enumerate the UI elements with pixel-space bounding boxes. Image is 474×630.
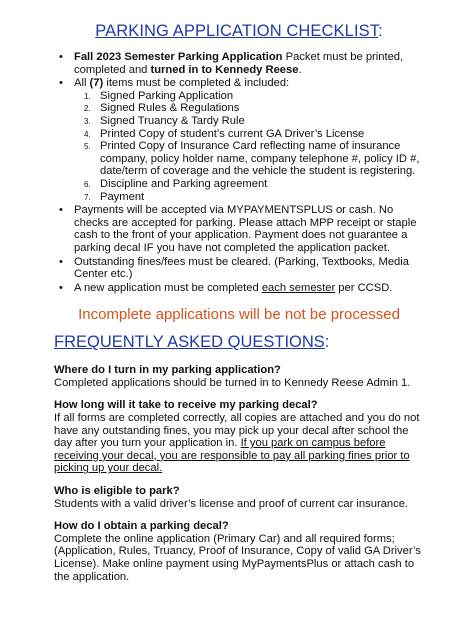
required-item	[84, 89, 422, 103]
required-item	[84, 140, 422, 178]
item-text: Signed Truancy & Tardy Rule	[100, 114, 245, 127]
required-item	[84, 177, 422, 191]
faq-item-obtain-decal	[54, 520, 422, 583]
faq-answer: Complete the online application (Primary Car) and all required forms; (Application, Rules, Truancy, Proof of Insurance, Copy of valid GA Driver’s License). Make online payment using MyPaymentsPlus or attach cash to the application.	[54, 532, 421, 583]
packet-text: Packet must be printed, completed and	[74, 51, 404, 76]
faq-item-decal-time	[54, 399, 422, 475]
required-item	[84, 127, 422, 141]
item-text: Discipline and Parking agreement	[100, 177, 268, 190]
incomplete-notice: Incomplete applications will be not be processed	[78, 306, 400, 324]
item-number: 7.	[84, 192, 91, 202]
faq-title-text: FREQUENTLY ASKED QUESTIONS	[54, 333, 325, 352]
checklist-item-fines	[56, 256, 422, 281]
required-items	[74, 90, 422, 203]
checklist-item-new-application	[56, 282, 422, 295]
checklist-item-packet	[56, 51, 422, 76]
required-end: items must be completed & included:	[103, 77, 290, 90]
new-app-end: per CCSD.	[335, 281, 393, 294]
payment-text: Payments will be accepted via MYPAYMENTSPLUS or cash. No checks are accepted for parking. Please attach MPP receipt or staple cash to the front of your application. Payment does not guarantee a parking decal IF you have not completed the application packet.	[74, 204, 417, 254]
faq-question: How long will it take to receive my parking decal?	[54, 399, 318, 412]
faq-answer-text: If all forms are completed correctly, all copies are attached and you do not have any outstanding fines, you may pick up your decal after school the day after you turn your application in.	[54, 412, 420, 450]
item-number: 3.	[84, 116, 91, 126]
item-number: 1.	[84, 91, 91, 101]
fines-text: Outstanding fines/fees must be cleared. (Parking, Textbooks, Media Center etc.)	[74, 255, 409, 281]
faq-title	[54, 333, 422, 352]
checklist-title-text: PARKING APPLICATION CHECKLIST	[95, 22, 379, 40]
packet-recipient: turned in to Kennedy Reese	[150, 63, 299, 76]
faq-title-colon: :	[324, 333, 330, 352]
item-text: Printed Copy of Insurance Card reflecting name of insurance company, policy holder name, company telephone #, policy ID #, date/term of coverage and the vehicle the student is registering.	[100, 140, 420, 178]
new-app-semester: each semester	[261, 281, 336, 294]
item-text: Printed Copy of student’s current GA Driver’s License	[100, 127, 365, 140]
item-number: 2.	[84, 104, 91, 114]
required-item	[84, 114, 422, 128]
checklist-list	[56, 51, 422, 294]
checklist-item-required	[56, 77, 422, 203]
faq-answer-warning: If you park on campus before receiving your decal, you are responsible to pay all parking fines prior to picking up your decal.	[54, 437, 410, 475]
faq-answer: Students with a valid driver’s license and proof of current car insurance.	[54, 497, 409, 510]
item-text: Payment	[100, 190, 145, 203]
faq-item-turn-in	[54, 364, 422, 389]
item-text: Signed Parking Application	[100, 89, 234, 102]
faq-question: Where do I turn in my parking application?	[54, 364, 281, 377]
item-number: 4.	[84, 129, 91, 139]
packet-bold: Fall 2023 Semester Parking Application	[74, 51, 283, 63]
new-app-start: A new application must be completed	[74, 281, 262, 294]
faq-item-eligibility	[54, 485, 422, 510]
item-number: 5.	[84, 142, 91, 152]
faq-answer	[54, 412, 422, 475]
required-start: All	[74, 77, 90, 90]
item-text: Signed Rules & Regulations	[100, 102, 240, 115]
packet-end: .	[298, 63, 302, 76]
checklist-title-colon: :	[378, 22, 383, 40]
checklist-item-payment	[56, 204, 422, 254]
required-count: (7)	[89, 77, 104, 90]
item-number: 6.	[84, 179, 91, 189]
faq-question: Who is eligible to park?	[54, 485, 180, 498]
required-item	[84, 190, 422, 204]
required-item	[84, 102, 422, 115]
faq-answer: Completed applications should be turned in to Kennedy Reese Admin 1.	[54, 376, 411, 389]
faq-question: How do I obtain a parking decal?	[54, 520, 229, 533]
checklist-title	[56, 22, 422, 41]
